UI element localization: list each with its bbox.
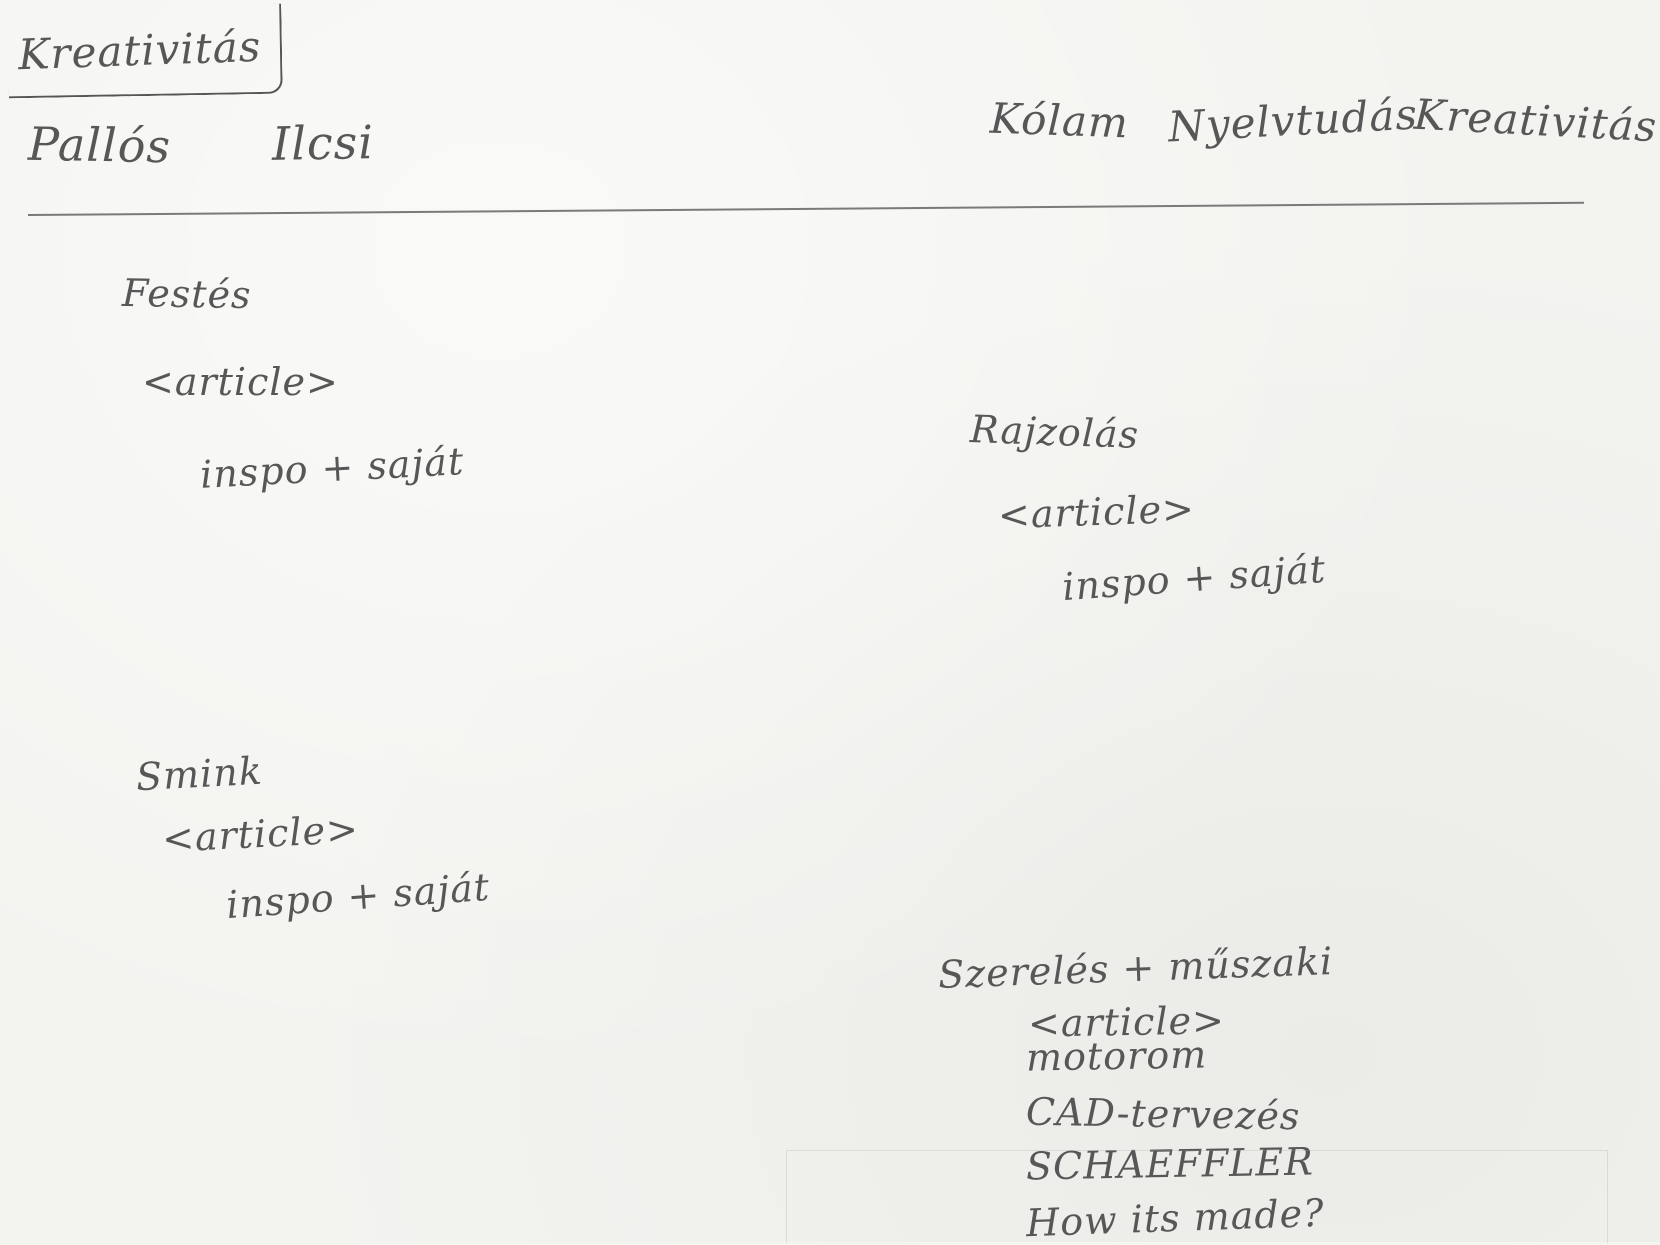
section-tag-smink: <article> bbox=[160, 806, 360, 862]
list-item: CAD-tervezés bbox=[1025, 1089, 1301, 1139]
section-tag-rajzolas: <article> bbox=[997, 486, 1196, 538]
section-text-festes: inspo + saját bbox=[199, 439, 466, 497]
list-item: How its made? bbox=[1025, 1190, 1326, 1245]
section-title-szereles: Szerelés + műszaki bbox=[937, 939, 1334, 997]
nav-item-kreativitas[interactable]: Kreativitás bbox=[1412, 89, 1659, 152]
list-item: SCHAEFFLER bbox=[1025, 1139, 1315, 1189]
faint-bottom-rectangle bbox=[786, 1150, 1608, 1243]
brand-last-name: Ilcsi bbox=[271, 115, 375, 171]
nav-item-kolam[interactable]: Kólam bbox=[989, 93, 1130, 148]
section-tag-festes: <article> bbox=[142, 360, 339, 404]
section-title-rajzolas: Rajzolás bbox=[969, 407, 1140, 457]
nav-item-nyelvtudas[interactable]: Nyelvtudás bbox=[1166, 89, 1420, 152]
section-title-smink: Smink bbox=[134, 748, 264, 800]
section-tag-szereles: <article> bbox=[1027, 998, 1226, 1046]
section-title-festes: Festés bbox=[121, 270, 252, 318]
page-title: Kreativitás bbox=[17, 21, 263, 80]
section-text-smink: inspo + saját bbox=[224, 864, 492, 928]
list-item: motorom bbox=[1025, 1032, 1208, 1080]
brand-first-name: Pallós bbox=[27, 116, 172, 174]
section-text-rajzolas: inspo + saját bbox=[1060, 546, 1328, 610]
